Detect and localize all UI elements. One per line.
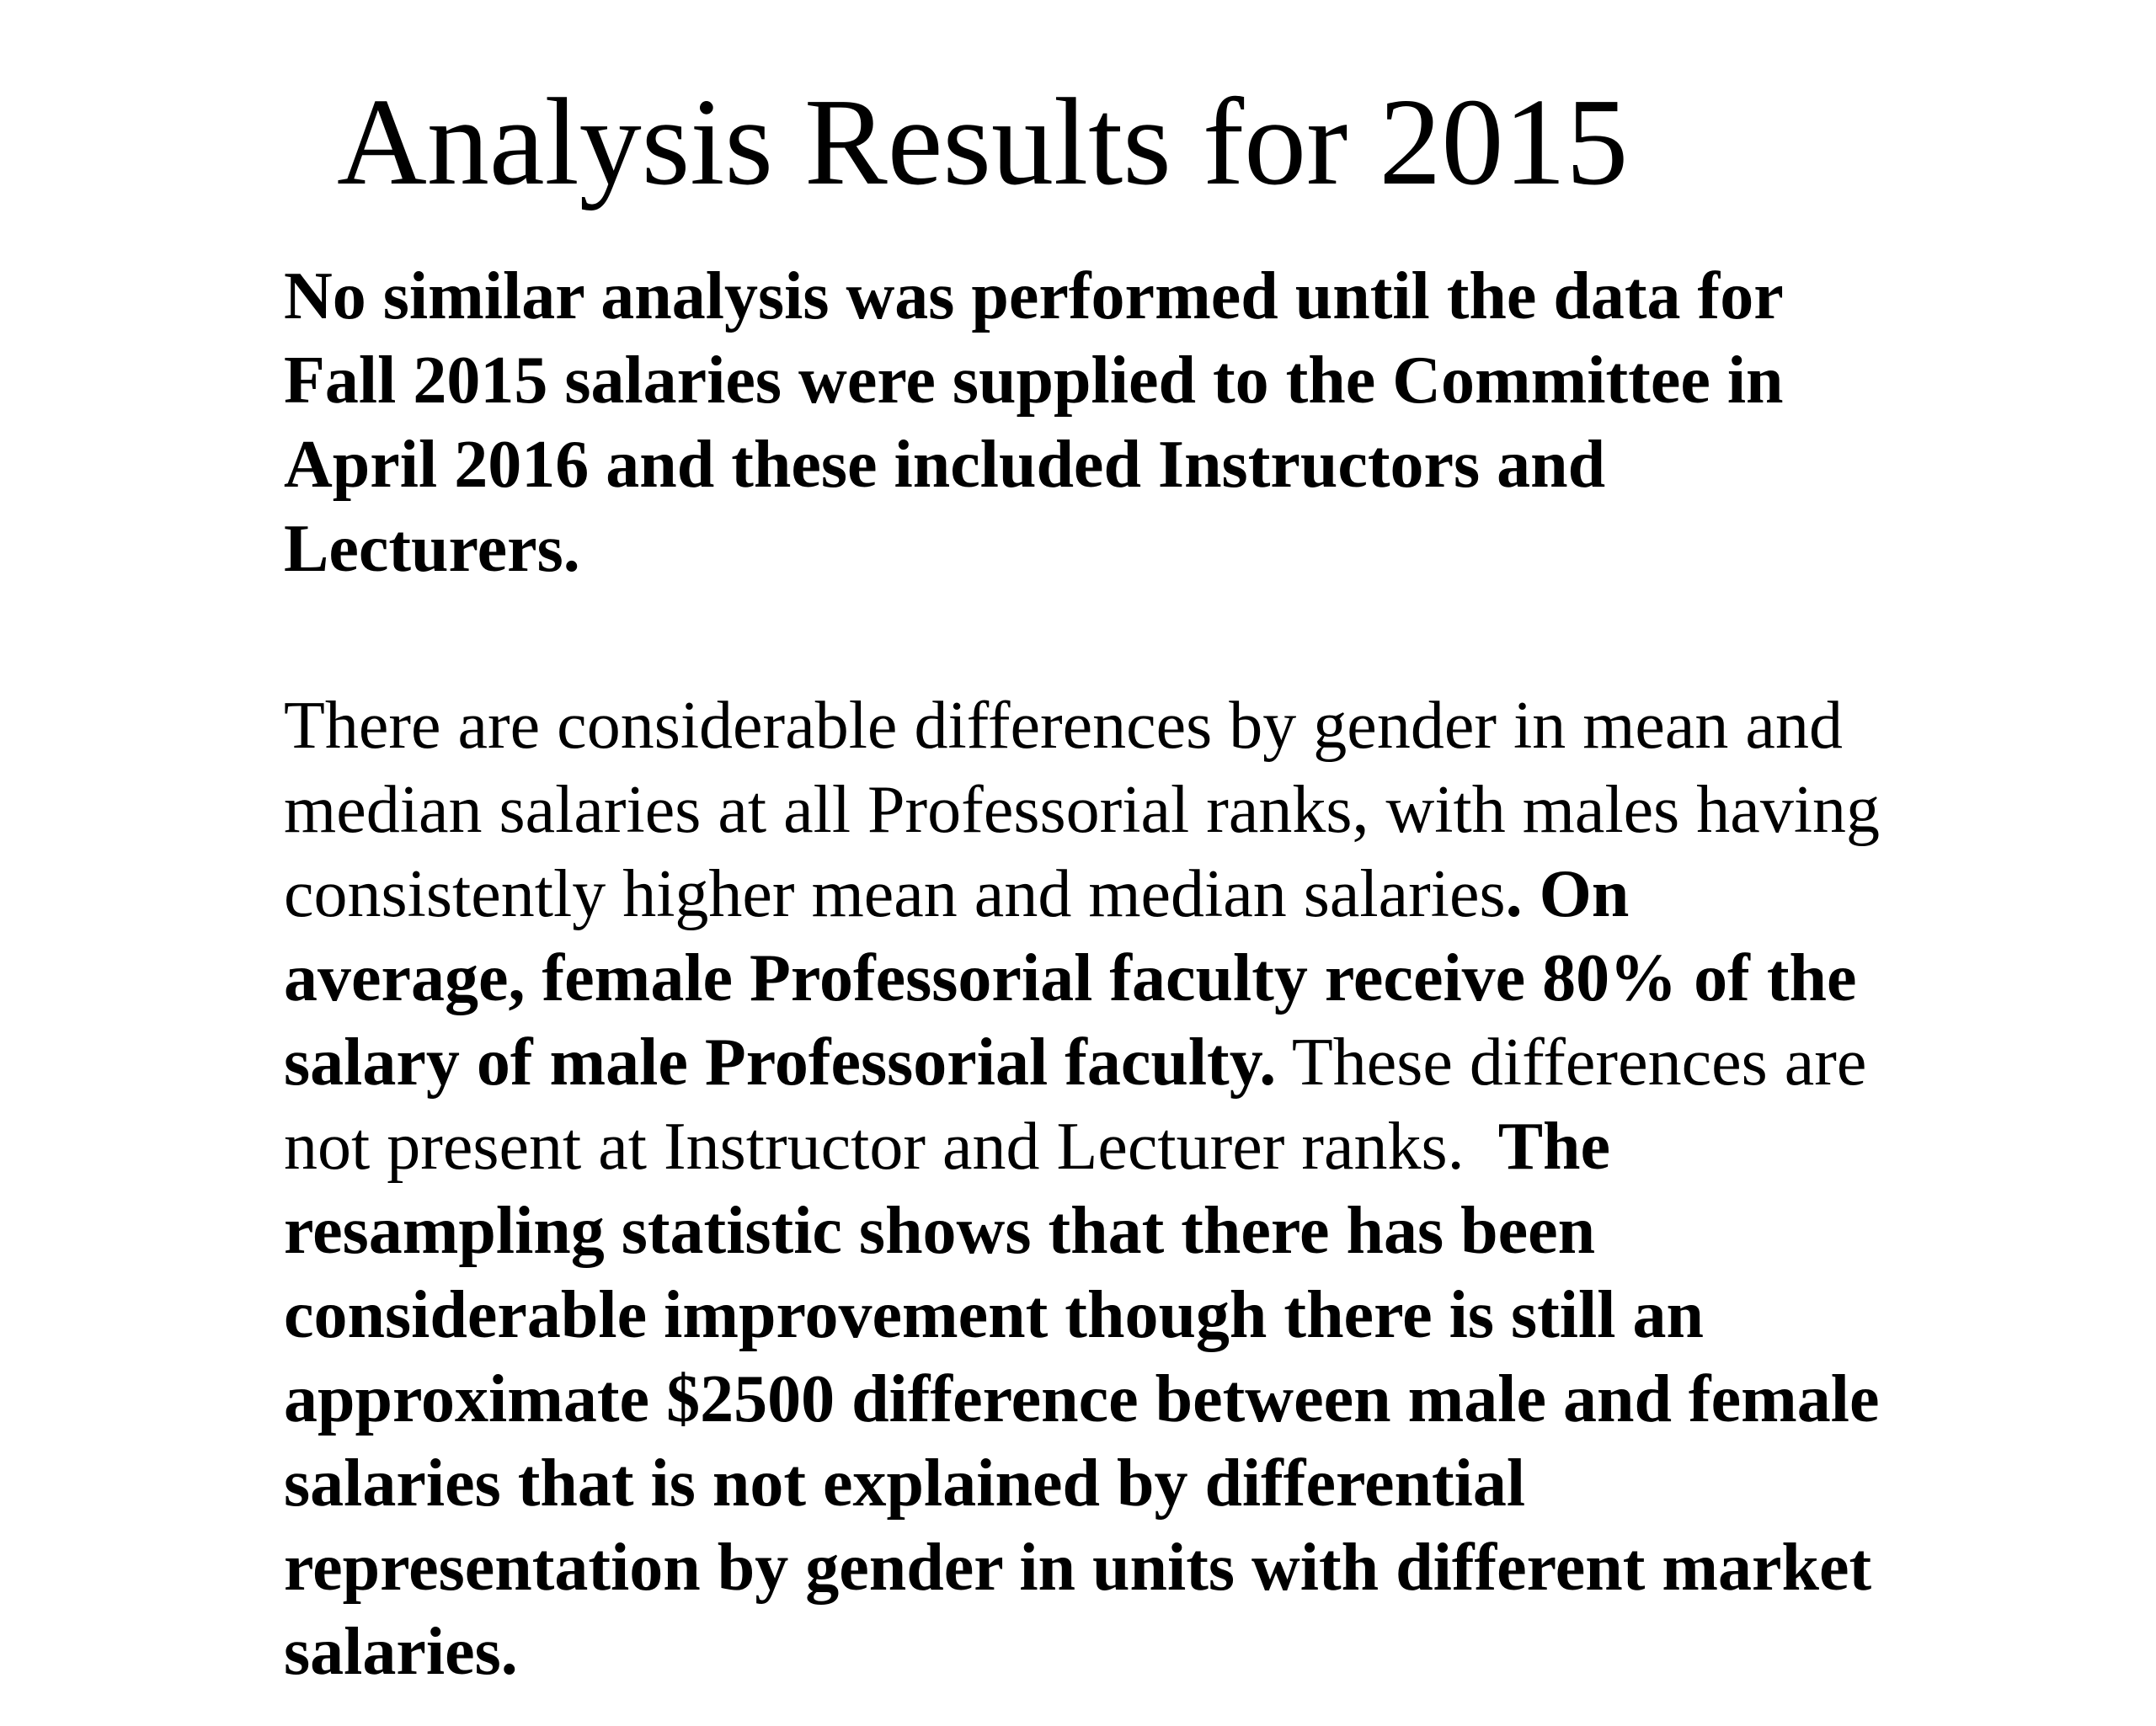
findings-emphasis: The (1497, 1110, 1611, 1184)
intro-line: No similar analysis was performed until the data for (284, 259, 1784, 333)
findings-line: average, female Professorial faculty receive 80% of the (284, 941, 1857, 1015)
findings-line: considerable improvement though there is still an (284, 1278, 1704, 1352)
findings-line: representation by gender in units with different market (284, 1531, 1872, 1605)
findings-line (284, 1020, 1968, 1105)
findings-emphasis: salary of male Professorial faculty. (284, 1025, 1277, 1100)
findings-text: not present at Instructor and Lecturer ranks. (284, 1110, 1498, 1184)
intro-paragraph (284, 254, 1968, 591)
intro-line: Lecturers. (284, 512, 580, 586)
findings-text: consistently higher mean and median salaries (284, 857, 1506, 931)
findings-line: median salaries at all Professorial ranks, with males having (284, 773, 1881, 847)
intro-line: April 2016 and these included Instructors and (284, 428, 1606, 502)
findings-line: salaries that is not explained by differential (284, 1446, 1526, 1521)
findings-line: salaries. (284, 1615, 518, 1689)
page-title: Analysis Results for 2015 (337, 73, 1629, 211)
findings-text: These differences are (1276, 1025, 1867, 1100)
findings-emphasis: . On (1505, 857, 1630, 931)
findings-line (284, 852, 1968, 936)
intro-line: Fall 2015 salaries were supplied to the Committee in (284, 344, 1784, 418)
findings-line: resampling statistic shows that there has been (284, 1194, 1596, 1268)
findings-paragraph (284, 684, 1968, 1694)
findings-line: approximate $2500 difference between male and female (284, 1362, 1880, 1436)
findings-line: There are considerable differences by gender in mean and (284, 689, 1843, 763)
findings-line (284, 1105, 1968, 1189)
